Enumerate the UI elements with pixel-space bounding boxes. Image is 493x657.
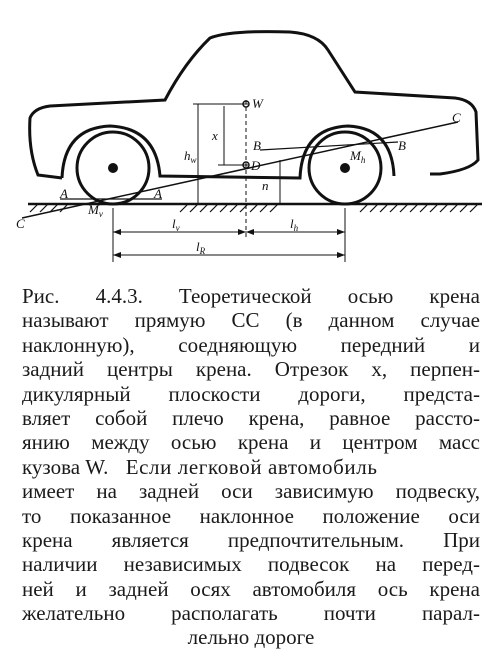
label-b-right: B (398, 138, 406, 153)
label-mv: $M_v$ (88, 202, 103, 219)
label-a-right: A (154, 186, 162, 201)
caption-line: наличии независимых подвесок на перед- (22, 552, 480, 577)
label-c-left: C (16, 216, 25, 231)
label-d: D (251, 158, 261, 173)
caption-line-mixed (22, 455, 480, 479)
caption-line: янию между осью крена и центром масс (22, 430, 480, 455)
roll-axis-figure (0, 0, 493, 280)
caption-line: вляет собой плечо крена, равное рассто- (22, 405, 480, 430)
caption-line: желательно располагать почти парал- (22, 601, 480, 626)
label-w: W (252, 96, 263, 111)
label-mh: $M_h$ (350, 148, 366, 165)
caption-line: задний центры крена. Отрезок x, перпен- (22, 357, 480, 382)
caption-line: лельно дороге (187, 625, 315, 650)
caption-line: Рис. 4.4.3. Теоретической осью крена (22, 284, 480, 308)
caption-line: ней и задней осях автомобиля ось крена (22, 576, 480, 601)
label-lv: $l_v$ (172, 216, 180, 233)
caption-line: то показанное наклонное положение оси (22, 503, 480, 528)
label-hw: $h_w$ (184, 148, 197, 165)
caption-line: имеет на задней оси зависимую подвеску, (22, 479, 480, 504)
caption-line: называют прямую CC (в данном случае (22, 308, 480, 333)
figure-caption (22, 284, 480, 650)
caption-unhighlighted-part: кузова W. (22, 454, 109, 479)
label-a-left: A (60, 186, 68, 201)
caption-line: наклонную), соедняющую передний и (22, 332, 480, 357)
line-bb (260, 142, 398, 150)
label-lh: $l_h$ (290, 216, 299, 233)
caption-line: дикулярный плоскости дороги, предста- (22, 381, 480, 406)
label-n: n (262, 178, 269, 193)
label-x: x (212, 128, 218, 143)
label-lr: $l_R$ (196, 239, 206, 256)
label-b-left: B (253, 138, 261, 153)
caption-highlighted-start: Если легковой автомобиль (125, 454, 378, 479)
caption-line: крена является предпочтительным. При (22, 527, 480, 552)
label-c-right: C (452, 110, 461, 125)
